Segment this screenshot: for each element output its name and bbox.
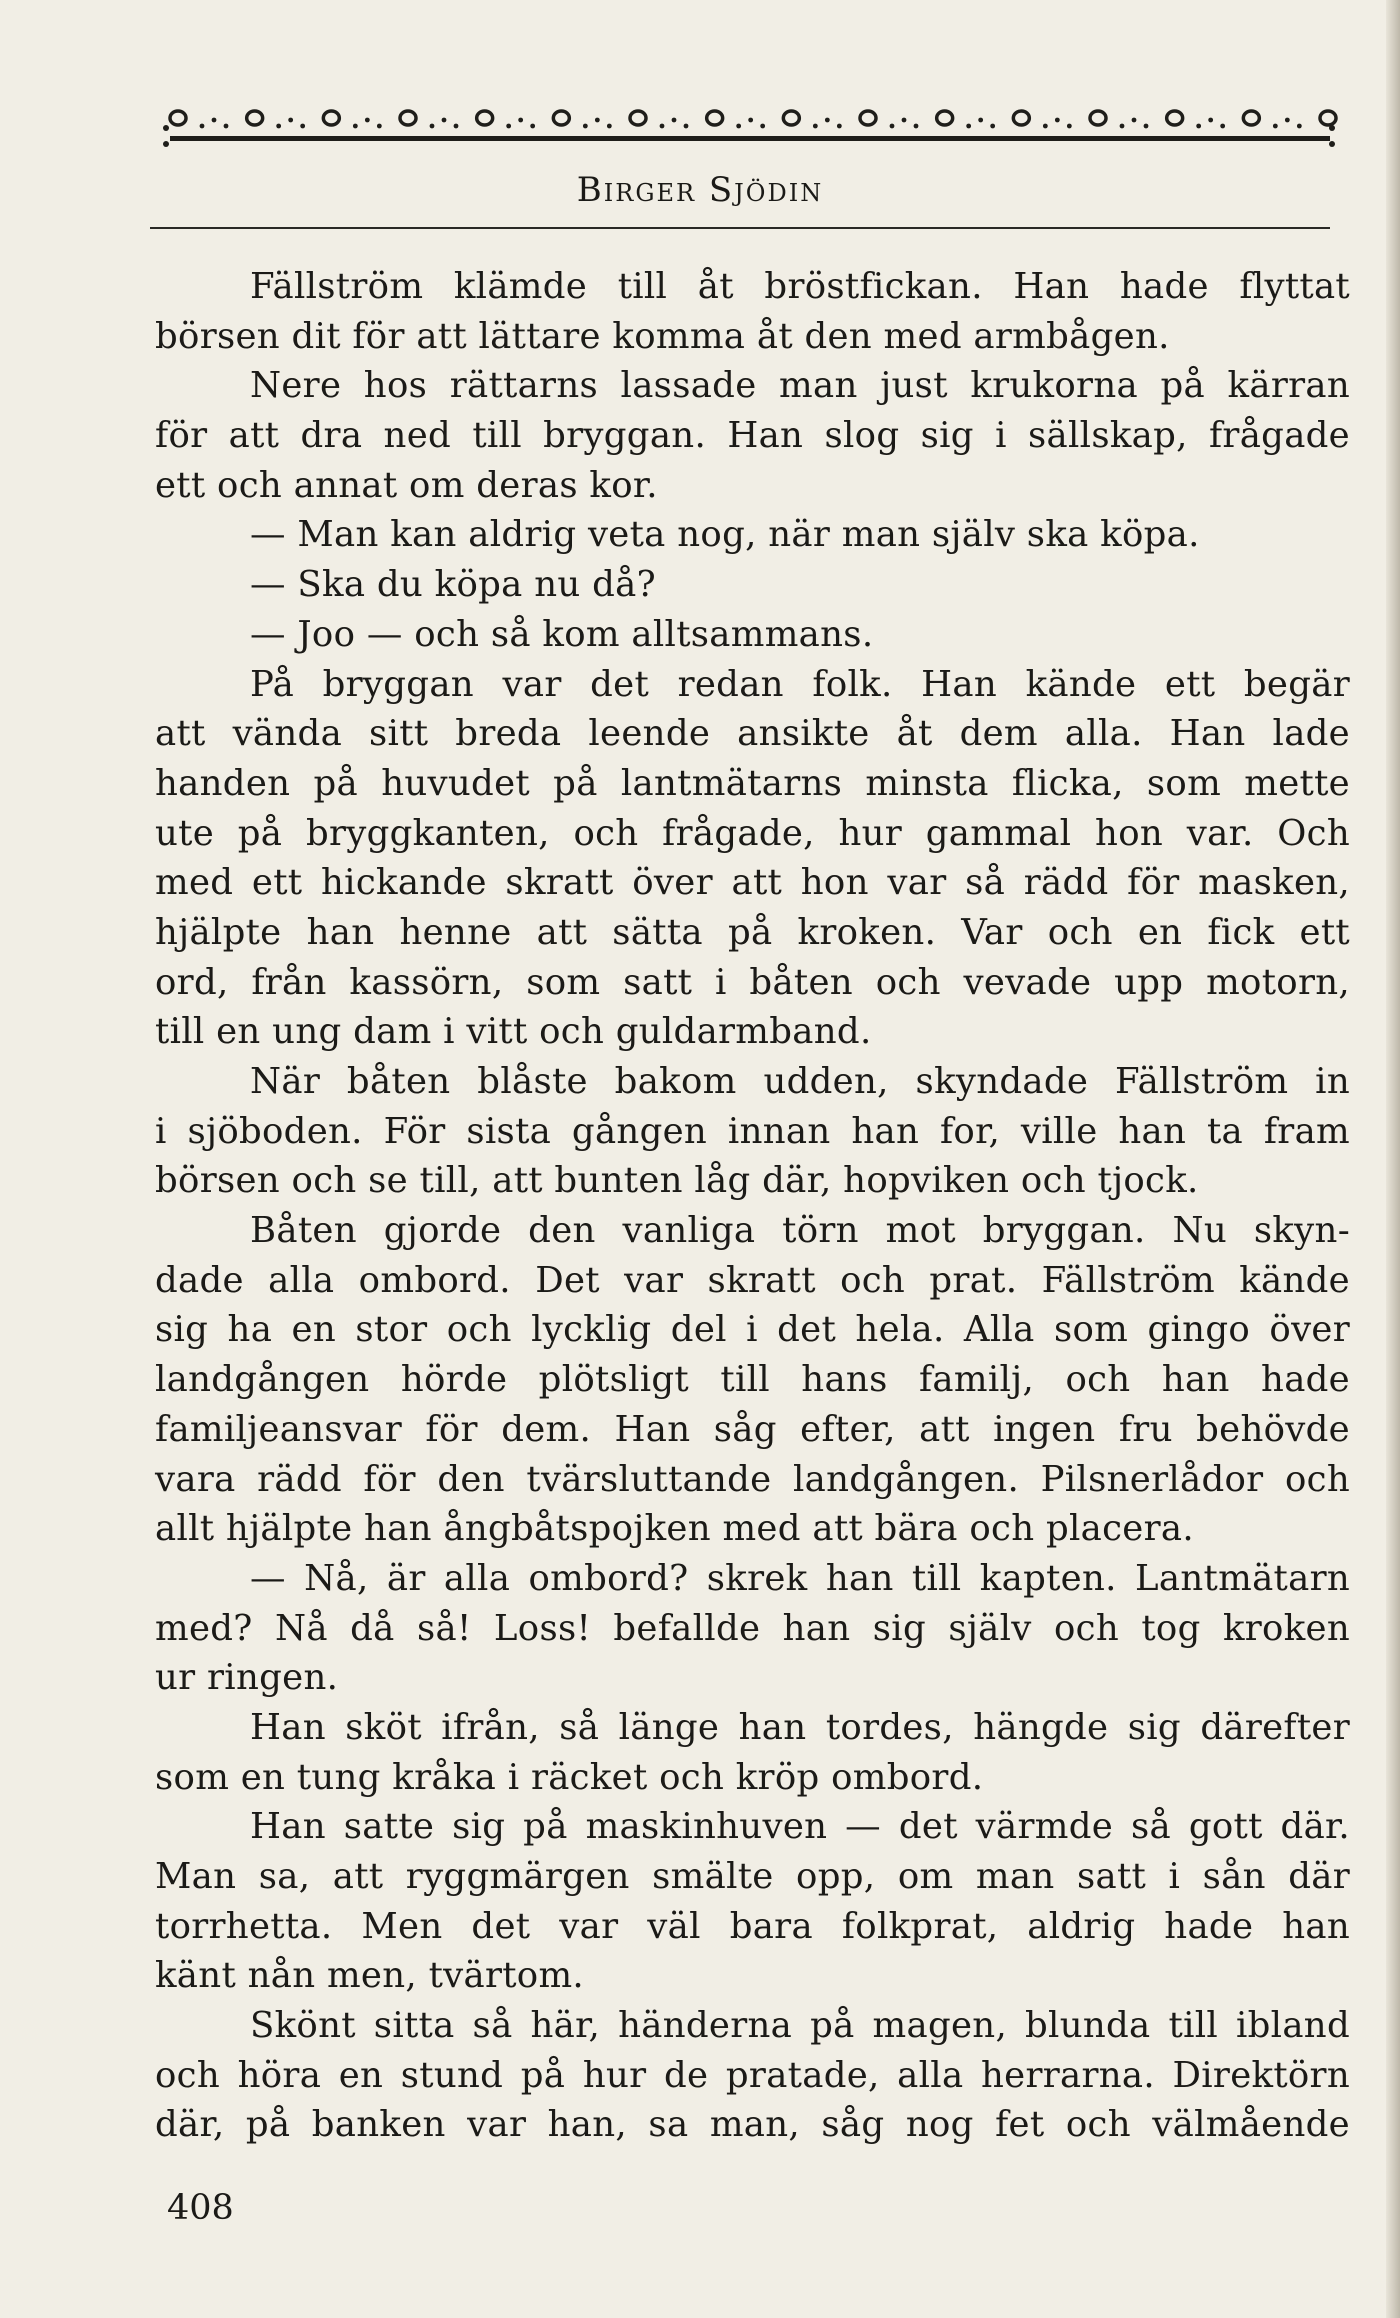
text-line: — Man kan aldrig veta nog, när man själv ska köpa.	[250, 514, 1200, 556]
decorative-header-ornament	[160, 98, 1340, 158]
text-line: Han sköt ifrån, så länge han tordes, hängde sig därefter	[250, 1706, 1350, 1748]
text-line: känt nån men, tvärtom.	[155, 1955, 585, 1997]
text-line: att vända sitt breda leende ansikte åt dem alla. Han lade	[155, 713, 1350, 755]
page-edge	[1386, 0, 1400, 2318]
text-line: Man sa, att ryggmärgen smälte opp, om man satt i sån där	[155, 1856, 1350, 1897]
text-line: till en ung dam i vitt och guldarmband.	[155, 1011, 872, 1053]
text-line: landgången hörde plötsligt till hans familj, och han hade	[155, 1359, 1350, 1401]
text-line: På bryggan var det redan folk. Han kände ett begär	[250, 663, 1350, 705]
text-line: hjälpte han henne att sätta på kroken. Var och en fick ett	[155, 911, 1350, 953]
text-line: börsen och se till, att bunten låg där, hopviken och tjock.	[155, 1160, 1199, 1202]
text-line: allt hjälpte han ångbåtspojken med att bära och placera.	[155, 1508, 1194, 1550]
text-line: dade alla ombord. Det var skratt och prat. Fällström kände	[155, 1259, 1350, 1301]
text-line: som en tung kråka i räcket och kröp ombord.	[155, 1756, 984, 1798]
text-line: för att dra ned till bryggan. Han slog sig i sällskap, frågade	[155, 415, 1350, 457]
text-line: familjeansvar för dem. Han såg efter, att ingen fru behövde	[155, 1408, 1350, 1450]
header-rule	[150, 227, 1330, 229]
text-line: börsen dit för att lättare komma åt den med armbågen.	[155, 315, 1170, 357]
body-text	[155, 262, 1350, 2150]
running-head: Birger Sjödin	[576, 170, 824, 210]
text-line: ett och annat om deras kor.	[155, 464, 658, 506]
text-line: sig ha en stor och lycklig del i det hela. Alla som gingo över	[155, 1309, 1350, 1351]
text-line: — Nå, är alla ombord? skrek han till kapten. Lantmätarn	[250, 1557, 1350, 1599]
text-line: vara rädd för den tvärsluttande landgången. Pilsnerlådor och	[155, 1458, 1350, 1500]
text-line: När båten blåste bakom udden, skyndade Fällström in	[250, 1061, 1350, 1102]
text-line: där, på banken var han, sa man, såg nog fet och välmående	[155, 2104, 1350, 2146]
text-line: och höra en stund på hur de pratade, alla herrarna. Direktörn	[155, 2054, 1350, 2096]
text-line: ute på bryggkanten, och frågade, hur gammal hon var. Och	[155, 812, 1350, 854]
text-line: Skönt sitta så här, händerna på magen, blunda till ibland	[250, 2005, 1350, 2047]
page-number: 408	[167, 2188, 234, 2228]
text-line: Nere hos rättarns lassade man just krukorna på kärran	[250, 365, 1350, 407]
text-line: med ett hickande skratt över att hon var så rädd för masken,	[155, 862, 1350, 904]
text-line: Båten gjorde den vanliga törn mot bryggan. Nu skyn-	[250, 1210, 1350, 1252]
text-line: — Joo — och så kom alltsammans.	[250, 613, 874, 655]
text-line: handen på huvudet på lantmätarns minsta flicka, som mette	[155, 762, 1350, 804]
text-line: ur ringen.	[155, 1657, 339, 1699]
text-line: — Ska du köpa nu då?	[250, 564, 656, 606]
text-line: med? Nå då så! Loss! befallde han sig själv och tog kroken	[155, 1607, 1350, 1649]
text-line: Fällström klämde till åt bröstfickan. Han hade flyttat	[250, 266, 1350, 307]
text-line: ord, från kassörn, som satt i båten och vevade upp motorn,	[155, 961, 1350, 1003]
text-line: torrhetta. Men det var väl bara folkprat, aldrig hade han	[155, 1905, 1350, 1947]
text-line: Han satte sig på maskinhuven — det värmde så gott där.	[250, 1806, 1350, 1848]
text-line: i sjöboden. För sista gången innan han for, ville han ta fram	[155, 1110, 1350, 1152]
